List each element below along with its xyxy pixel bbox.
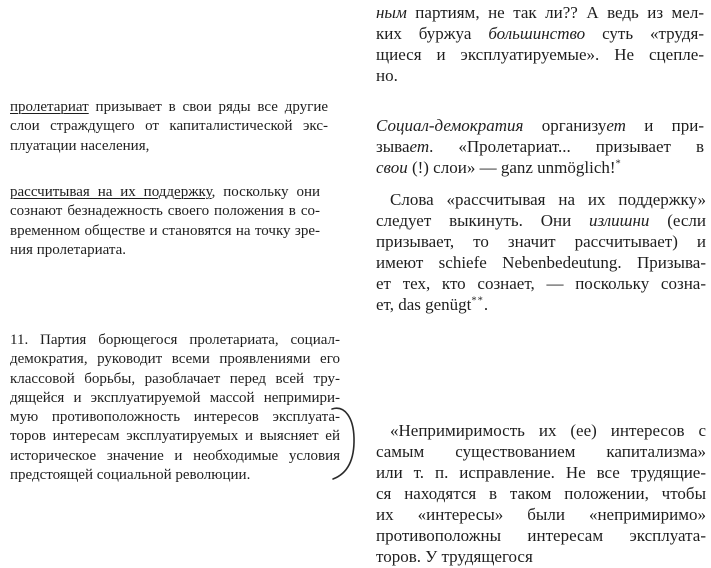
text-segment: ких буржуа (376, 24, 489, 43)
text-segment: пролетариат (10, 99, 89, 115)
text-segment: ся находятся в таком положении, чтобы (376, 484, 706, 503)
text-segment: призывает, то значит рассчитывает) и (376, 232, 706, 251)
text-segment: историческое значение и необходимые условия (10, 447, 340, 464)
text-segment: (если (649, 211, 706, 230)
text-segment: ет тех, кто сознает, — поскольку созна- (376, 274, 706, 293)
text-segment: но. (376, 66, 398, 85)
text-segment: предстоящей социальной революции. (10, 467, 251, 484)
text-segment: (!) слои» — ganz unmöglich! (407, 158, 616, 177)
text-segment: ** (471, 295, 484, 307)
text-segment: дящейся и эксплуатируемой массой непримири- (10, 389, 340, 406)
text-segment: демократия, руководит всеми проявлениями его (10, 351, 340, 368)
text-segment: излишни (589, 211, 650, 230)
text-segment: Слова «рассчитывая на их поддержку» (390, 190, 706, 209)
text-segment: суть «трудя- (585, 24, 704, 43)
text-segment: торов. У трудящегося (376, 547, 533, 566)
text-segment: , поскольку они (211, 184, 320, 200)
left-passage-2 (10, 183, 320, 260)
text-segment: «Непримиримость их (ее) интересов с (390, 421, 706, 440)
text-segment: противоположны интересам эксплуата- (376, 526, 706, 545)
text-segment: их «интересы» были «непримиримо» (376, 505, 706, 524)
text-segment: и при- (625, 116, 704, 135)
right-note-1 (376, 2, 704, 86)
text-segment: * (615, 158, 622, 170)
text-segment: ния пролетариата. (10, 241, 127, 258)
right-note-3 (376, 189, 706, 315)
text-segment: или т. п. исправление. Не все трудящие- (376, 463, 706, 482)
text-segment: следует выкинуть. Они (376, 211, 590, 230)
text-segment: Социал-демократия (376, 116, 524, 135)
right-note-4 (376, 420, 706, 567)
text-segment: ет (606, 116, 626, 135)
text-segment: временном обществе и становятся на точку зре- (10, 222, 320, 239)
text-segment: большинство (488, 24, 586, 43)
text-segment: имеют schiefe Nebenbedeutung. Призыва- (376, 253, 706, 272)
text-segment: . «Пролетариат... призывает в (429, 137, 704, 156)
text-segment: ет (409, 137, 430, 156)
text-segment: щиеся и эксплуатируемые». Не сцепле- (376, 45, 704, 64)
margin-bracket-icon (329, 404, 359, 482)
text-segment: ет, das genügt (376, 295, 472, 314)
text-segment: плуатации населения, (10, 137, 150, 154)
text-segment: . (483, 295, 489, 314)
left-passage-3 (10, 331, 340, 485)
text-segment: сознают безнадежность своего положения в со- (10, 203, 320, 220)
text-segment: классовой борьбы, разоблачает перед всей тру- (10, 370, 340, 387)
text-segment: партиям, не так ли?? А ведь из мел- (406, 3, 704, 22)
text-segment: торов интересам эксплуатируемых и выясняет ей (10, 428, 340, 445)
text-segment: свои (376, 158, 408, 177)
text-segment: самым существованием капитализма» (376, 442, 706, 461)
right-note-2 (376, 115, 704, 178)
text-segment: зыва (376, 137, 410, 156)
text-segment: 11. Партия борющегося пролетариата, социал- (10, 332, 340, 348)
left-passage-1 (10, 98, 328, 156)
text-segment: слои страждущего от капиталистической экс- (10, 118, 328, 135)
text-segment: организу (523, 116, 607, 135)
text-segment: рассчитывая на их поддержку (10, 184, 212, 200)
text-segment: ным (376, 3, 407, 22)
text-segment: мую противоположность интересов эксплуата- (10, 409, 340, 426)
text-segment: призывает в свои ряды все другие (88, 99, 328, 115)
